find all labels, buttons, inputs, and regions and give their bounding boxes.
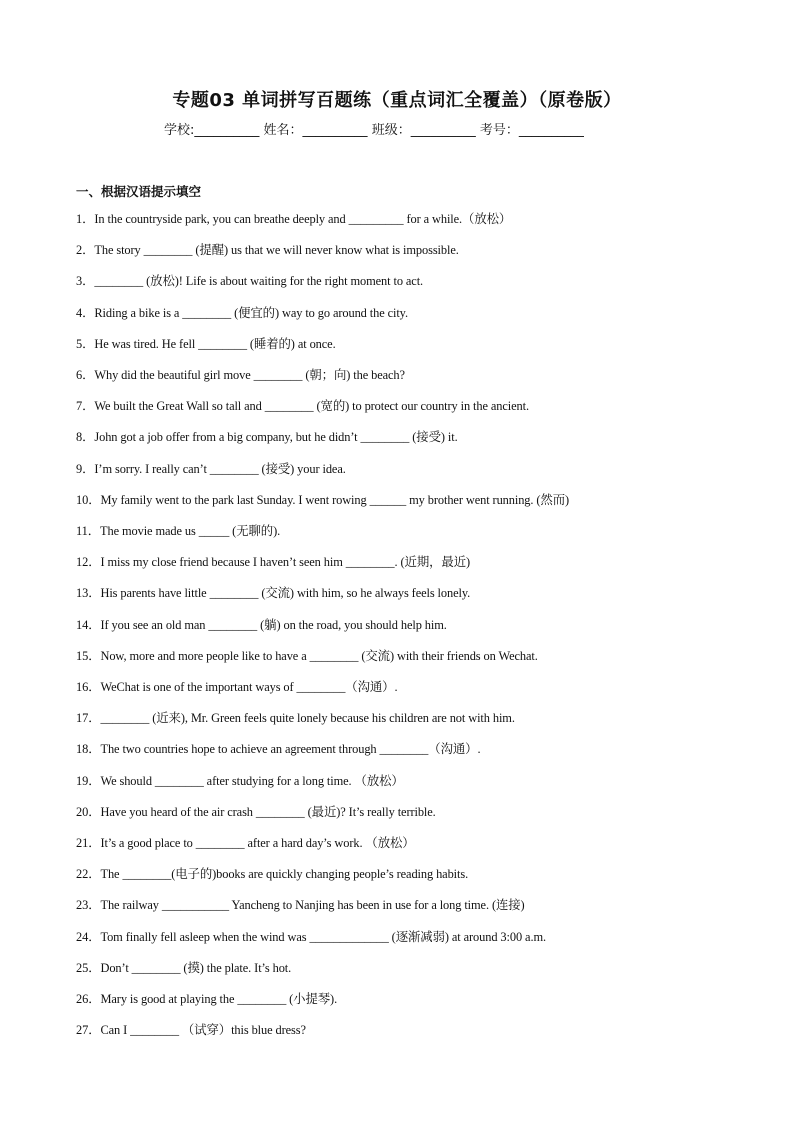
- name-field: 姓名：__________: [263, 123, 368, 138]
- question-item: 18．The two countries hope to achieve an agreement through ________（沟通）.: [76, 742, 481, 757]
- question-item: 26．Mary is good at playing the ________ (小提琴).: [76, 992, 338, 1006]
- question-item: 11．The movie made us _____ (无聊的).: [76, 524, 281, 538]
- question-item: 22．The ________(电子的)books are quickly changing people’s reading habits.: [76, 867, 469, 882]
- question-item: 23．The railway ___________ Yancheng to Nanjing has been in use for a long time. (连接): [76, 898, 525, 913]
- question-item: 10．My family went to the park last Sunday. I went rowing ______ my brother went running. (然而): [76, 492, 570, 507]
- question-item: 21．It’s a good place to ________ after a hard day’s work. （放松）: [76, 836, 415, 850]
- question-item: 20．Have you heard of the air crash ________ (最近)? It’s really terrible.: [76, 804, 436, 819]
- question-item: 1．In the countryside park, you can breathe deeply and _________ for a while.（放松）: [76, 212, 512, 226]
- page-title: 专题03 单词拼写百题练（重点词汇全覆盖）（原卷版）: [172, 90, 622, 111]
- number-field: 考号：__________: [479, 123, 584, 138]
- question-item: 8．John got a job offer from a big company, but he didn’t ________ (接受) it.: [76, 430, 458, 445]
- school-field: 学校:__________: [164, 123, 260, 138]
- question-item: 6．Why did the beautiful girl move ________ (朝；向) the beach?: [76, 368, 405, 382]
- section-heading: 一、根据汉语提示填空: [76, 184, 202, 199]
- question-item: 25．Don’t ________ (摸) the plate. It’s hot.: [76, 960, 292, 975]
- question-item: 2．The story ________ (提醒) us that we will never know what is impossible.: [76, 243, 459, 258]
- question-item: 7．We built the Great Wall so tall and ________ (宽的) to protect our country in the ancient.: [76, 399, 529, 414]
- question-item: 5．He was tired. He fell ________ (睡着的) at once.: [76, 336, 336, 351]
- question-item: 19．We should ________ after studying for a long time. （放松）: [76, 773, 404, 788]
- student-info-line: [164, 119, 584, 138]
- question-item: 12．I miss my close friend because I haven’t seen him ________. (近期，最近): [76, 555, 471, 570]
- question-item: 13．His parents have little ________ (交流) with him, so he always feels lonely.: [76, 586, 471, 601]
- question-item: 15．Now, more and more people like to have a ________ (交流) with their friends on Wechat.: [76, 648, 538, 663]
- question-item: 14．If you see an old man ________ (躺) on the road, you should help him.: [76, 617, 447, 632]
- question-item: 24．Tom finally fell asleep when the wind was _____________ (逐渐减弱) at around 3:00 a.m.: [76, 929, 546, 944]
- question-item: 4．Riding a bike is a ________ (便宜的) way to go around the city.: [76, 305, 408, 320]
- question-item: 3．________ (放松)! Life is about waiting for the right moment to act.: [76, 274, 424, 289]
- class-field: 班级：__________: [371, 123, 476, 138]
- question-item: 9．I’m sorry. I really can’t ________ (接受) your idea.: [76, 461, 346, 476]
- question-item: 27．Can I ________ （试穿）this blue dress?: [76, 1023, 306, 1038]
- question-item: 17．________ (近来), Mr. Green feels quite lonely because his children are not with him.: [76, 711, 515, 726]
- question-item: 16．WeChat is one of the important ways of ________（沟通）.: [76, 680, 398, 694]
